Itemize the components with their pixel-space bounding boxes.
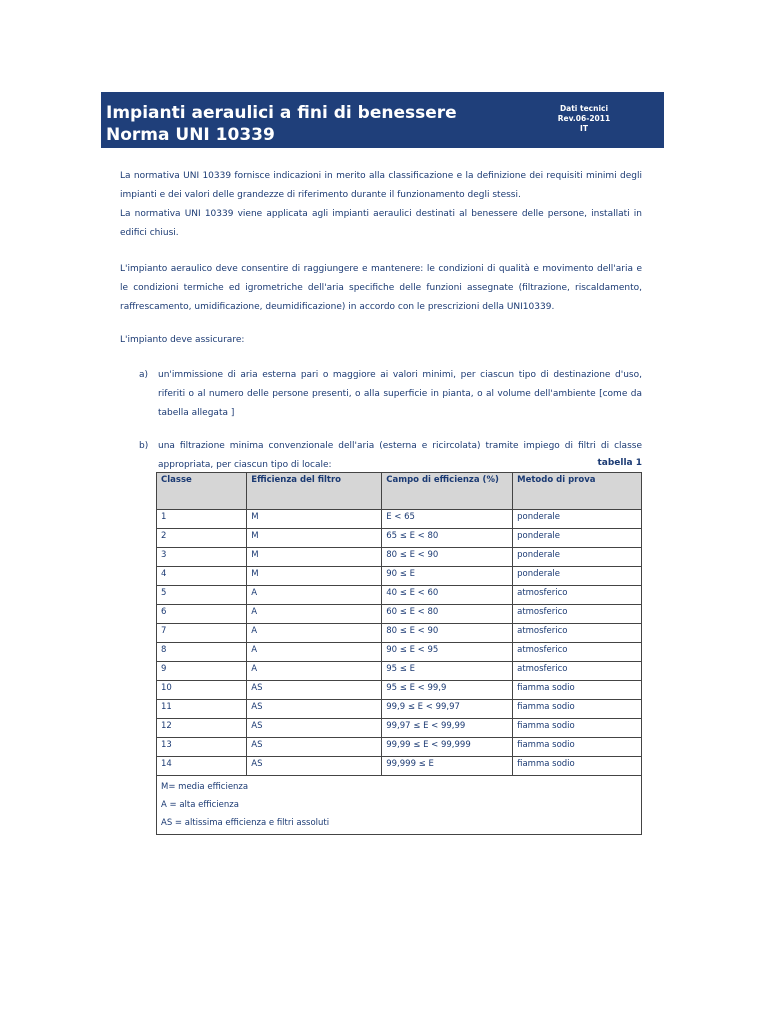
cell-range: 99,97 ≤ E < 99,99: [382, 719, 513, 738]
cell-range: 90 ≤ E: [382, 567, 513, 586]
cell-range: 60 ≤ E < 80: [382, 605, 513, 624]
cell-class: 3: [157, 548, 247, 567]
cell-range: 80 ≤ E < 90: [382, 548, 513, 567]
table-row: [157, 586, 642, 605]
cell-method: fiamma sodio: [513, 719, 642, 738]
table-header-row: [157, 473, 642, 510]
cell-class: 11: [157, 700, 247, 719]
column-header-efficiency: Efficienza del filtro: [247, 473, 382, 510]
cell-class: 4: [157, 567, 247, 586]
cell-method: ponderale: [513, 548, 642, 567]
table-row: [157, 662, 642, 681]
legend-item: M= media efficienza: [161, 782, 249, 792]
list-item-text: un'immissione di aria esterna pari o maggiore ai valori minimi, per ciascun tipo di destinazione d'uso, riferiti o al numero delle persone presenti, o alla superficie in pianta, o al volume dell'ambiente [come da tabella allegata ]: [158, 370, 642, 418]
cell-efficiency: M: [247, 548, 382, 567]
cell-range: 99,99 ≤ E < 99,999: [382, 738, 513, 757]
list-marker: a): [139, 370, 149, 380]
cell-efficiency: A: [247, 643, 382, 662]
cell-class: 14: [157, 757, 247, 776]
cell-efficiency: AS: [247, 719, 382, 738]
document-title: [106, 102, 457, 146]
table-row: [157, 510, 642, 529]
cell-efficiency: A: [247, 662, 382, 681]
cell-range: 95 ≤ E < 99,9: [382, 681, 513, 700]
cell-range: 80 ≤ E < 90: [382, 624, 513, 643]
cell-efficiency: AS: [247, 757, 382, 776]
cell-method: ponderale: [513, 567, 642, 586]
cell-method: atmosferico: [513, 624, 642, 643]
cell-class: 13: [157, 738, 247, 757]
paragraph-requirements: L'impianto aeraulico deve consentire di raggiungere e mantenere: le condizioni di qualità e movimento dell'aria e le condizioni termiche ed igrometriche dell'aria specifiche delle funzioni assegnate (filtrazione, riscaldamento, raffrescamento, umidificazione, deumidificazione) in accordo con le prescrizioni della UNI10339.: [120, 264, 642, 312]
title-line-2: Norma UNI 10339: [106, 125, 275, 145]
table-row: [157, 605, 642, 624]
meta-label: Dati tecnici: [559, 104, 609, 113]
cell-efficiency: A: [247, 624, 382, 643]
legend-row: [157, 776, 642, 835]
table-row: [157, 643, 642, 662]
cell-range: 99,999 ≤ E: [382, 757, 513, 776]
cell-method: atmosferico: [513, 586, 642, 605]
paragraph-assurance: L'impianto deve assicurare:: [120, 335, 245, 345]
cell-class: 8: [157, 643, 247, 662]
cell-class: 6: [157, 605, 247, 624]
meta-revision: Rev.06-2011: [557, 114, 611, 123]
table-row: [157, 757, 642, 776]
list-marker: b): [139, 441, 149, 451]
cell-class: 2: [157, 529, 247, 548]
cell-method: atmosferico: [513, 643, 642, 662]
table-row: [157, 567, 642, 586]
column-header-class: Classe: [157, 473, 247, 510]
table-row: [157, 700, 642, 719]
table-row: [157, 738, 642, 757]
cell-method: fiamma sodio: [513, 681, 642, 700]
cell-method: atmosferico: [513, 605, 642, 624]
cell-range: 65 ≤ E < 80: [382, 529, 513, 548]
legend-item: AS = altissima efficienza e filtri assoluti: [161, 818, 330, 828]
cell-class: 5: [157, 586, 247, 605]
cell-class: 12: [157, 719, 247, 738]
cell-efficiency: AS: [247, 681, 382, 700]
paragraph-intro: La normativa UNI 10339 fornisce indicazioni in merito alla classificazione e la definizione dei requisiti minimi degli impianti e dei valori delle grandezze di riferimento durante il funzionamento degli stessi.: [120, 171, 642, 200]
cell-method: ponderale: [513, 529, 642, 548]
table-legend: [157, 776, 642, 835]
cell-range: E < 65: [382, 510, 513, 529]
cell-class: 1: [157, 510, 247, 529]
cell-range: 90 ≤ E < 95: [382, 643, 513, 662]
list-item-text: una filtrazione minima convenzionale dell'aria (esterna e ricircolata) tramite impiego di filtri di classe appropriata, per ciascun tipo di locale:: [158, 441, 642, 470]
filter-class-table: [156, 472, 642, 835]
column-header-range: Campo di efficienza (%): [382, 473, 513, 510]
table-body: [157, 510, 642, 776]
cell-class: 9: [157, 662, 247, 681]
cell-efficiency: M: [247, 510, 382, 529]
table-row: [157, 681, 642, 700]
cell-range: 40 ≤ E < 60: [382, 586, 513, 605]
cell-class: 7: [157, 624, 247, 643]
cell-range: 99,9 ≤ E < 99,97: [382, 700, 513, 719]
cell-efficiency: A: [247, 605, 382, 624]
cell-efficiency: M: [247, 567, 382, 586]
cell-method: fiamma sodio: [513, 700, 642, 719]
cell-method: fiamma sodio: [513, 757, 642, 776]
document-header: [101, 92, 664, 148]
cell-efficiency: M: [247, 529, 382, 548]
document-meta: [554, 104, 614, 134]
table-row: [157, 719, 642, 738]
cell-efficiency: AS: [247, 738, 382, 757]
column-header-method: Metodo di prova: [513, 473, 642, 510]
title-line-1: Impianti aeraulici a fini di benessere: [106, 103, 457, 123]
table-caption: tabella 1: [597, 458, 642, 468]
meta-language: IT: [580, 124, 588, 133]
legend-item: A = alta efficienza: [161, 800, 239, 810]
cell-class: 10: [157, 681, 247, 700]
cell-efficiency: AS: [247, 700, 382, 719]
cell-efficiency: A: [247, 586, 382, 605]
cell-method: atmosferico: [513, 662, 642, 681]
cell-method: ponderale: [513, 510, 642, 529]
cell-range: 95 ≤ E: [382, 662, 513, 681]
table-row: [157, 529, 642, 548]
table-row: [157, 624, 642, 643]
table-row: [157, 548, 642, 567]
paragraph-scope: La normativa UNI 10339 viene applicata agli impianti aeraulici destinati al benessere delle persone, installati in edifici chiusi.: [120, 209, 642, 238]
cell-method: fiamma sodio: [513, 738, 642, 757]
